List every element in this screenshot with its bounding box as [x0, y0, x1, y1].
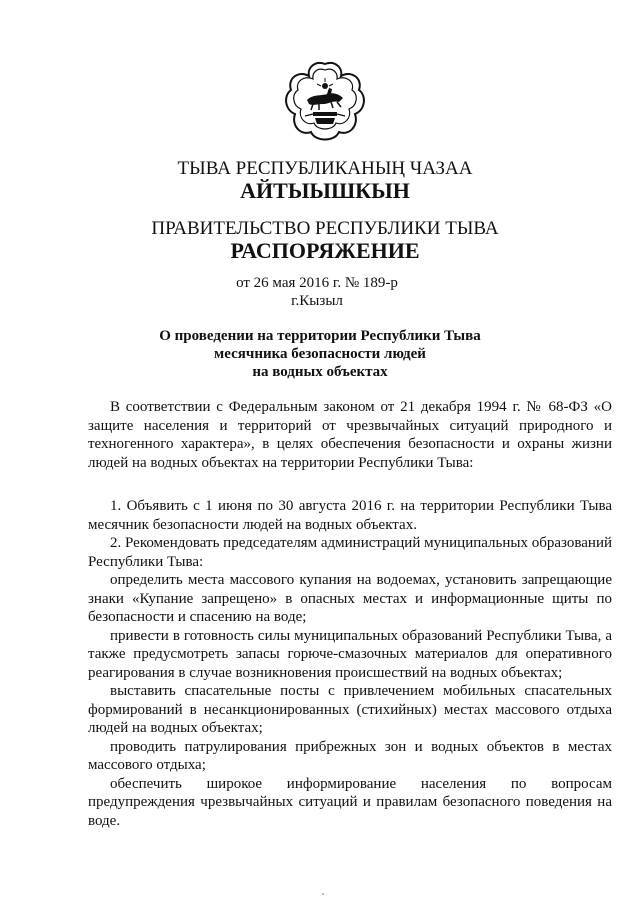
scan-speck [322, 893, 324, 895]
coat-of-arms-emblem [283, 58, 367, 148]
title-line: на водных объектах [252, 364, 388, 380]
order-item-2: 2. Рекомендовать председателям администраций муниципальных образований Республики Тыва: [88, 535, 612, 570]
tyva-government-line: ТЫВА РЕСПУБЛИКАНЫҢ ЧАЗАА [177, 158, 473, 179]
sub-item-patrols: проводить патрулирования прибрежных зон и водных объектов в местах массового отдыха; [88, 738, 612, 773]
preamble-text: В соответствии с Федеральным законом от 21 декабря 1994 г. № 68-ФЗ «О защите населения и территорий от чрезвычайных ситуаций природного и техногенного характера», в целях обеспечения безопасности и охраны жизни людей на водных объектах на территории Республики Тыва: [88, 399, 612, 471]
government-line: ПРАВИТЕЛЬСТВО РЕСПУБЛИКИ ТЫВА [151, 218, 499, 239]
document-city: г.Кызыл [291, 293, 343, 309]
order-items [88, 497, 612, 830]
title-line: месячника безопасности людей [214, 346, 426, 362]
sub-item-rescue-posts: выставить спасательные посты с привлечением мобильных спасательных формирований в несанкционированных (стихийных) местах массового отдыха людей на водных объектах; [88, 683, 612, 736]
tyva-document-type: АЙТЫЫШКЫН [240, 178, 410, 203]
preamble-paragraph [88, 398, 612, 472]
sub-item-informing: обеспечить широкое информирование населения по вопросам предупреждения чрезвычайных ситуаций и правилам безопасного поведения на воде. [88, 775, 612, 829]
sub-item-readiness: привести в готовность силы муниципальных образований Республики Тыва, а также предусмотреть запасы горюче-смазочных материалов для оперативного реагирования в случае возникновения происшествий на водных объектах; [88, 627, 612, 681]
document-title [0, 327, 640, 381]
document-type: РАСПОРЯЖЕНИЕ [230, 238, 420, 263]
document-date-number: от 26 мая 2016 г. № 189-р [236, 275, 398, 291]
title-line: О проведении на территории Республики Тыва [159, 328, 481, 344]
order-item-1: 1. Объявить с 1 июня по 30 августа 2016 г. на территории Республики Тыва месячник безопасности людей на водных объектах. [88, 498, 612, 533]
sub-item-bathing-places: определить места массового купания на водоемах, установить запрещающие знаки «Купание запрещено» в опасных местах и информационные щиты по безопасности и спасению на воде; [88, 572, 612, 625]
